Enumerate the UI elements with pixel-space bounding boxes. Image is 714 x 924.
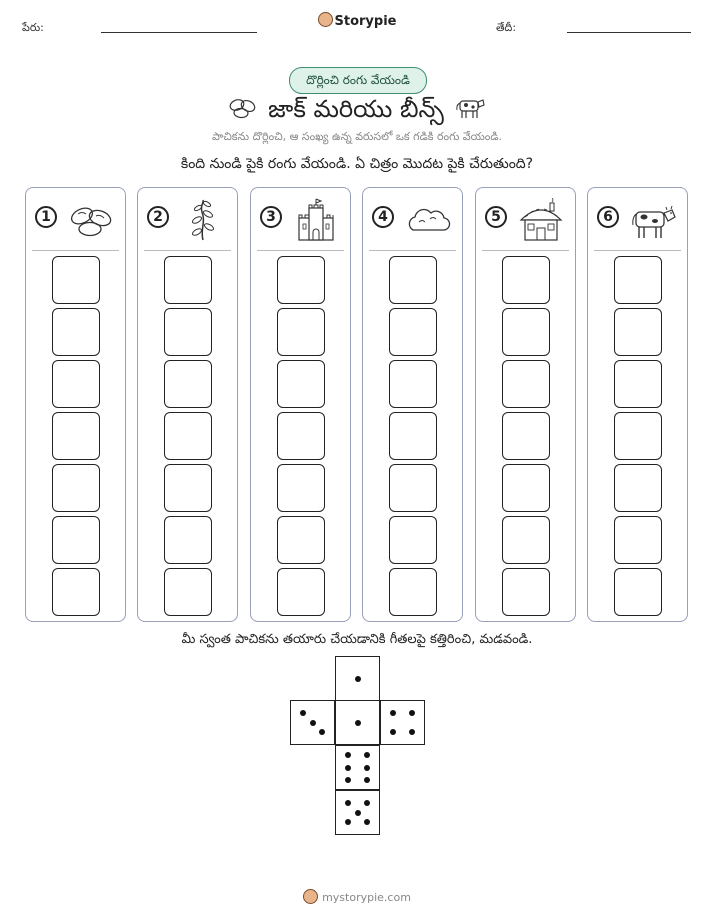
subtitle: పాచికను దొర్లించి, ఆ సంఖ్య ఉన్న వరుసలో ఒక గడికి రంగు వేయండి. <box>212 130 502 143</box>
column-header <box>476 188 575 250</box>
color-box[interactable] <box>52 568 100 616</box>
column-divider <box>144 250 231 251</box>
color-box[interactable] <box>614 568 662 616</box>
die-pip <box>345 777 351 783</box>
column-4 <box>362 187 463 622</box>
column-divider <box>482 250 569 251</box>
column-2 <box>137 187 238 622</box>
die-pip <box>345 800 351 806</box>
color-box[interactable] <box>389 464 437 512</box>
die-pip <box>355 810 361 816</box>
color-box[interactable] <box>502 568 550 616</box>
activity-tag: దొర్లించి రంగు వేయండి <box>289 67 427 94</box>
date-line[interactable] <box>567 32 691 33</box>
color-box[interactable] <box>277 412 325 460</box>
storypie-logo-icon <box>303 889 318 904</box>
color-box[interactable] <box>502 516 550 564</box>
color-box[interactable] <box>52 464 100 512</box>
die-pip <box>409 710 415 716</box>
die-face <box>380 700 425 745</box>
color-box[interactable] <box>164 412 212 460</box>
storypie-logo-icon <box>318 12 333 27</box>
die-face <box>335 790 380 835</box>
die-instruction: మీ స్వంత పాచికను తయారు చేయడానికి గీతలపై కత్తిరించి, మడవండి. <box>181 632 533 647</box>
color-box[interactable] <box>502 308 550 356</box>
color-box[interactable] <box>502 412 550 460</box>
die-pip <box>355 720 361 726</box>
die-pip <box>355 676 361 682</box>
column-divider <box>369 250 456 251</box>
die-pip <box>319 729 325 735</box>
color-box[interactable] <box>277 464 325 512</box>
cow-icon <box>454 94 486 120</box>
color-box[interactable] <box>164 308 212 356</box>
footer <box>0 889 714 904</box>
date-label: తేదీ: <box>496 21 517 34</box>
beanstalk-icon <box>178 198 228 242</box>
column-number: 2 <box>147 206 169 228</box>
die-pip <box>364 752 370 758</box>
column-5 <box>475 187 576 622</box>
beans-icon <box>228 97 258 119</box>
color-box[interactable] <box>164 464 212 512</box>
color-box[interactable] <box>52 308 100 356</box>
color-box[interactable] <box>502 360 550 408</box>
color-box[interactable] <box>277 360 325 408</box>
die-pip <box>390 710 396 716</box>
color-box[interactable] <box>389 360 437 408</box>
die-face <box>335 700 380 745</box>
cow-icon <box>628 198 678 242</box>
die-pip <box>364 777 370 783</box>
column-6 <box>587 187 688 622</box>
footer-site[interactable]: mystorypie.com <box>322 891 411 904</box>
name-line[interactable] <box>101 32 257 33</box>
color-box[interactable] <box>502 464 550 512</box>
die-pip <box>409 729 415 735</box>
color-box[interactable] <box>614 516 662 564</box>
column-header <box>588 188 687 250</box>
color-box[interactable] <box>164 568 212 616</box>
color-box[interactable] <box>52 412 100 460</box>
color-box[interactable] <box>614 464 662 512</box>
color-box[interactable] <box>52 360 100 408</box>
color-box[interactable] <box>277 308 325 356</box>
color-box[interactable] <box>164 256 212 304</box>
cloud-icon <box>403 198 453 242</box>
column-header <box>26 188 125 250</box>
color-box[interactable] <box>52 256 100 304</box>
color-box[interactable] <box>389 516 437 564</box>
die-face <box>335 745 380 790</box>
brand-logo <box>0 12 714 29</box>
die-face <box>290 700 335 745</box>
column-number: 1 <box>35 206 57 228</box>
column-number: 3 <box>260 206 282 228</box>
column-header <box>251 188 350 250</box>
color-box[interactable] <box>389 308 437 356</box>
column-3 <box>250 187 351 622</box>
color-box[interactable] <box>389 412 437 460</box>
title-text: జాక్ మరియు బీన్స్ <box>268 95 444 123</box>
color-box[interactable] <box>614 360 662 408</box>
color-box[interactable] <box>164 360 212 408</box>
die-pip <box>364 800 370 806</box>
die-pip <box>310 720 316 726</box>
column-header <box>363 188 462 250</box>
color-box[interactable] <box>277 516 325 564</box>
column-number: 6 <box>597 206 619 228</box>
cottage-icon <box>516 198 566 242</box>
die-face <box>335 656 380 701</box>
color-box[interactable] <box>389 568 437 616</box>
die-pip <box>364 765 370 771</box>
brand-name: Storypie <box>334 14 397 29</box>
die-pip <box>390 729 396 735</box>
name-label: పేరు: <box>22 21 44 34</box>
column-divider <box>32 250 119 251</box>
castle-icon <box>291 198 341 242</box>
column-header <box>138 188 237 250</box>
column-divider <box>257 250 344 251</box>
beans-icon <box>66 198 116 242</box>
color-box[interactable] <box>277 256 325 304</box>
color-box[interactable] <box>614 308 662 356</box>
column-1 <box>25 187 126 622</box>
column-divider <box>594 250 681 251</box>
die-pip <box>364 819 370 825</box>
color-box[interactable] <box>164 516 212 564</box>
color-box[interactable] <box>277 568 325 616</box>
die-pip <box>345 819 351 825</box>
color-box[interactable] <box>502 256 550 304</box>
column-number: 4 <box>372 206 394 228</box>
color-box[interactable] <box>52 516 100 564</box>
page-title <box>0 94 714 129</box>
die-pip <box>345 765 351 771</box>
column-number: 5 <box>485 206 507 228</box>
die-pip <box>300 710 306 716</box>
color-box[interactable] <box>614 256 662 304</box>
color-box[interactable] <box>389 256 437 304</box>
die-pip <box>345 752 351 758</box>
color-box[interactable] <box>614 412 662 460</box>
question: కింది నుండి పైకి రంగు వేయండి. ఏ చిత్రం మొదట పైకి చేరుతుంది? <box>180 156 534 172</box>
